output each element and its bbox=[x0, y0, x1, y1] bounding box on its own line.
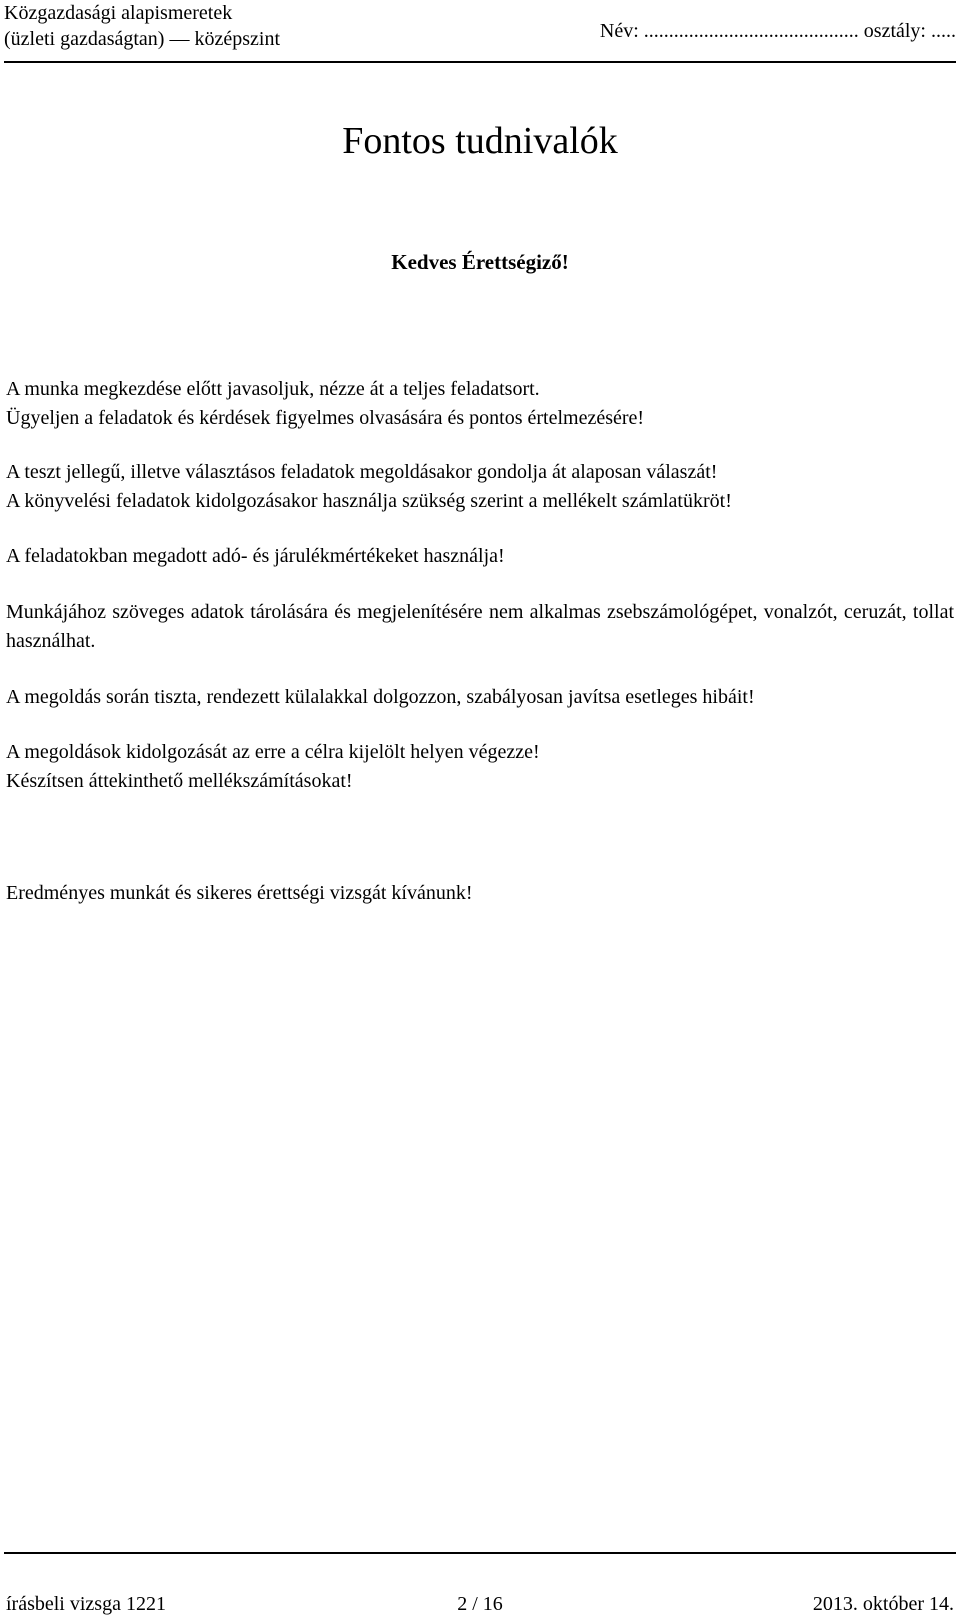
footer-exam-label: írásbeli vizsga 1221 bbox=[6, 1593, 166, 1615]
header-subject-line2: (üzleti gazdaságtan) — középszint bbox=[4, 28, 280, 50]
page-title: Fontos tudnivalók bbox=[342, 120, 618, 162]
footer-divider bbox=[4, 1552, 956, 1554]
footer-date: 2013. október 14. bbox=[812, 1593, 954, 1615]
instruction-paragraph bbox=[6, 375, 954, 433]
header-subject bbox=[4, 0, 280, 52]
instruction-line: A feladatokban megadott adó- és járulékmértékeket használja! bbox=[6, 545, 505, 567]
instruction-line: Ügyeljen a feladatok és kérdések figyelmes olvasására és pontos értelmezésére! bbox=[6, 407, 645, 429]
instruction-paragraph bbox=[6, 542, 954, 571]
instruction-paragraph bbox=[6, 738, 954, 796]
greeting: Kedves Érettségiző! bbox=[391, 250, 569, 274]
instruction-paragraph bbox=[6, 683, 954, 712]
header-subject-line1: Közgazdasági alapismeretek bbox=[4, 2, 233, 24]
instruction-line: A munka megkezdése előtt javasoljuk, nézze át a teljes feladatsort. bbox=[6, 378, 540, 400]
header-name-class-field: Név: ........................................... osztály: ..... bbox=[599, 20, 956, 42]
instruction-line: Készítsen áttekinthető mellékszámításokat! bbox=[6, 770, 353, 792]
instruction-line: A megoldás során tiszta, rendezett külalakkal dolgozzon, szabályosan javítsa esetleges hibáit! bbox=[6, 686, 755, 708]
footer-page-number: 2 / 16 bbox=[457, 1593, 503, 1615]
instruction-line: A könyvelési feladatok kidolgozásakor használja szükség szerint a mellékelt számlatükröt! bbox=[6, 490, 732, 512]
header-divider bbox=[4, 61, 956, 63]
instruction-paragraph: Munkájához szöveges adatok tárolására és megjelenítésére nem alkalmas zsebszámológépet, vonalzót, ceruzát, tollat használhat. bbox=[6, 601, 954, 652]
instruction-line: A megoldások kidolgozását az erre a célra kijelölt helyen végezze! bbox=[6, 741, 540, 763]
closing-wish: Eredményes munkát és sikeres érettségi vizsgát kívánunk! bbox=[6, 882, 473, 904]
instruction-paragraph bbox=[6, 458, 954, 516]
instruction-line: A teszt jellegű, illetve választásos feladatok megoldásakor gondolja át alaposan válaszát! bbox=[6, 461, 718, 483]
